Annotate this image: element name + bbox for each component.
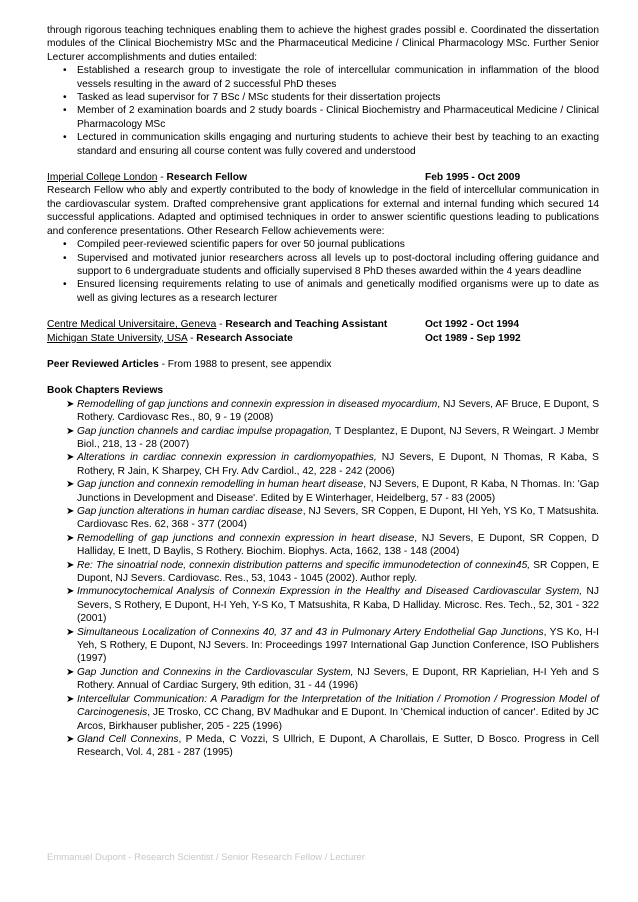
chapter-item: ➤ Intercellular Communication: A Paradigm for the Interpretation of the Initiation / Promotion / Progression Model of Carcinogenesis, JE Trosko, CC Chang, BV Madhukar and E Dupont. In 'Chemical induction of cancer'. Edited by JC Arcos, Birkhauser publisher, 205 - 225 (1996): [66, 693, 600, 732]
bullet-item: • Tasked as lead supervisor for 7 BSc / MSc students for their dissertation projects: [77, 91, 599, 104]
imperial-bullet-list: [47, 238, 599, 305]
arrow-bullet-icon: ➤: [66, 666, 75, 678]
org-name: Michigan State University, USA: [47, 332, 188, 344]
chapter-item: ➤ Remodelling of gap junctions and connexin expression in diseased myocardium, NJ Severs, AF Bruce, E Dupont, S Rothery. Cardiovasc Res., 80, 9 - 19 (2008): [66, 398, 599, 424]
org-name: Centre Medical Universitaire, Geneva: [47, 319, 217, 331]
chapter-item: ➤ Gland Cell Connexins, P Meda, C Vozzi, S Ullrich, E Dupont, A Charollais, E Sutter, D Bosco. Progress in Cell Research, Vol. 4, 281 - 287 (1995): [66, 733, 599, 759]
arrow-bullet-icon: ➤: [66, 479, 75, 491]
arrow-bullet-icon: ➤: [66, 398, 75, 410]
bullet-item: • Lectured in communication skills engaging and nurturing students to achieve their best by teaching to an exacting standard and ensuring all course content was fully covered and understood: [77, 131, 599, 158]
job-imperial-header: [47, 171, 599, 184]
arrow-bullet-icon: ➤: [66, 506, 75, 517]
chapter-item: ➤ Re: The sinoatrial node, connexin distribution patterns and specific immunodetection of connexin45, SR Coppen, E Dupont, NJ Severs. Cardiovasc. Res., 53, 1043 - 1045 (2002). Author reply.: [66, 559, 599, 585]
chapter-item: ➤ Gap junction channels and cardiac impulse propagation, T Desplantez, E Dupont, NJ Severs, R Weingart. J Membr Biol., 218, 13 - 28 (2007): [66, 425, 600, 450]
intro-paragraph: through rigorous teaching techniques enabling them to achieve the highest grades possibl e. Coordinated the dissertation modules of the Clinical Biochemistry MSc and the Pharmaceutical Medicine / Clinical Pharmacology MSc. Further Senior Lecturer accomplishments and duties entailed:: [47, 25, 599, 63]
job-michigan-header: [47, 332, 599, 345]
separator: -: [187, 332, 197, 344]
bullet-item: • Supervised and motivated junior researchers across all levels up to post-doctoral including offering guidance and support to 6 undergraduate students and officially supervised 8 PhD theses awarded within the 4 years deadline: [77, 252, 599, 279]
job-role: Research Associate: [196, 332, 293, 344]
peer-text: - From 1988 to present, see appendix: [158, 358, 332, 370]
arrow-bullet-icon: ➤: [66, 693, 75, 705]
separator: -: [216, 319, 226, 331]
job-dates: Feb 1995 - Oct 2009: [425, 172, 521, 184]
chapter-item: ➤ Gap junction and connexin remodelling in human heart disease, NJ Severs, E Dupont, R Kaba, N Thomas. In: 'Gap Junctions in Development and Disease'. Edited by E Winterhager, Heidelberg, 57 - 83 (2005): [66, 479, 599, 504]
chapter-item: ➤ Simultaneous Localization of Connexins 40, 37 and 43 in Pulmonary Artery Endothelial Gap Junctions, YS Ko, H-I Yeh, S Rothery, E Dupont, NJ Severs. In: Proceedings 1997 International Gap Junction Conference, ISO Publishers (1997): [66, 626, 599, 665]
bullet-item: • Ensured licensing requirements relating to use of animals and genetically modified organisms were up to date as well as giving lectures as a research lecturer: [77, 278, 599, 305]
arrow-bullet-icon: ➤: [66, 559, 75, 571]
arrow-bullet-icon: ➤: [66, 425, 75, 437]
job-dates: Oct 1989 - Sep 1992: [425, 332, 521, 344]
book-chapters-list: [47, 398, 599, 760]
peer-reviewed-line: [47, 358, 599, 371]
job-dates: Oct 1992 - Oct 1994: [425, 319, 520, 331]
chapter-item: ➤ Gap junction alterations in human cardiac disease, NJ Severs, SR Coppen, E Dupont, HI Yeh, YS Ko, T Matsushita. Cardiovasc Res. 62, 368 - 377 (2004): [66, 506, 599, 531]
imperial-paragraph: Research Fellow who ably and expertly contributed to the body of knowledge in the field of intercellular communication in the cardiovascular system. Drafted comprehensive grant applications for external and internal funding which secured 14 successful applications. Adapted and optimised techniques in order to answer scientific questions leading to publications and conference presentations. Other Research Fellow achievements were:: [47, 185, 599, 237]
arrow-bullet-icon: ➤: [66, 452, 75, 464]
bullet-item: • Compiled peer-reviewed scientific papers for over 50 journal publications: [77, 238, 599, 251]
job-geneva-header: [47, 318, 599, 331]
chapter-item: ➤ Alterations in cardiac connexin expression in cardiomyopathies, NJ Severs, E Dupont, N Thomas, R Kaba, S Rothery, R Jain, K Sharpey, CH Fry. Adv Cardiol., 42, 228 - 242 (2006): [66, 452, 599, 477]
chapter-item: ➤ Remodelling of gap junctions and connexin expression in heart disease, NJ Severs, E Dupont, SR Coppen, D Halliday, E Inett, D Baylis, S Rothery. Biochim. Biophys. Acta, 1662, 138 - 148 (2004): [66, 532, 599, 558]
bullet-item: • Established a research group to investigate the role of intercellular communication in inflammation of the blood vessels resulting in the award of 2 successful PhD theses: [77, 64, 599, 91]
job-role: Research and Teaching Assistant: [225, 319, 388, 331]
chapter-item: ➤ Gap Junction and Connexins in the Cardiovascular System, NJ Severs, E Dupont, RR Kaprielian, H-I Yeh and S Rothery. Annual of Cardiac Surgery, 9th edition, 31 - 44 (1996): [66, 666, 600, 692]
job-role: Research Fellow: [166, 172, 247, 184]
chapter-item: ➤ Immunocytochemical Analysis of Connexin Expression in the Healthy and Diseased Cardiovascular System, NJ Severs, S Rothery, E Dupont, H-I Yeh, Y-S Ko, T Matsushita, R Kaba, D Halliday. Microsc. Res. Tech., 52, 301 - 322 (2001): [66, 586, 600, 625]
section-heading: Peer Reviewed Articles: [47, 358, 159, 370]
separator: -: [157, 172, 167, 184]
arrow-bullet-icon: ➤: [66, 532, 75, 544]
arrow-bullet-icon: ➤: [66, 586, 75, 598]
arrow-bullet-icon: ➤: [66, 733, 75, 745]
section-heading: Book Chapters Reviews: [47, 385, 164, 397]
arrow-bullet-icon: ➤: [66, 626, 75, 638]
bullet-item: • Member of 2 examination boards and 2 study boards - Clinical Biochemistry and Pharmaceutical Medicine / Clinical Pharmacology MSc: [77, 104, 599, 131]
org-name: Imperial College London: [47, 172, 158, 184]
intro-bullet-list: [47, 64, 599, 158]
cv-page: [47, 24, 599, 760]
page-footer: Emmanuel Dupont - Research Scientist / Senior Research Fellow / Lecturer: [47, 852, 365, 863]
